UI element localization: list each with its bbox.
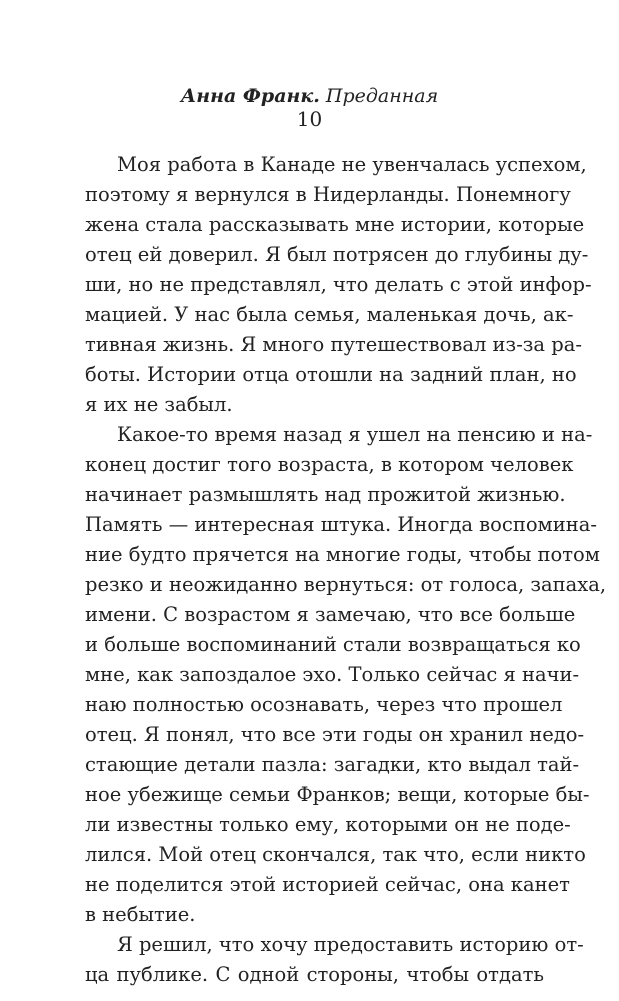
paragraph (85, 930, 584, 990)
text-line: ние будто прячется на многие годы, чтобы потом (85, 543, 600, 566)
text-line: мне, как запоздалое эхо. Только сейчас я начи- (85, 663, 580, 686)
text-line: стающие детали пазла: загадки, кто выдал тай- (85, 753, 580, 776)
text-line: ное убежище семьи Франков; вещи, которые бы- (85, 783, 590, 806)
text-line: в небытие. (85, 903, 196, 926)
text-line: ца публике. С одной стороны, чтобы отдать (85, 963, 544, 986)
text-line: Моя работа в Канаде не увенчалась успехом, (117, 153, 587, 176)
text-line: ши, но не представлял, что делать с этой инфор- (85, 273, 592, 296)
text-line: наю полностью осознавать, через что прошел (85, 693, 563, 716)
text-line: жена стала рассказывать мне истории, которые (85, 213, 585, 236)
text-line: Я решил, что хочу предоставить историю от- (117, 933, 584, 956)
text-line: и больше воспоминаний стали возвращаться ко (85, 633, 581, 656)
running-head (0, 84, 619, 108)
text-line: Какое-то время назад я ушел на пенсию и на- (117, 423, 593, 446)
text-line: боты. Истории отца отошли на задний план, но (85, 363, 577, 386)
text-line: отец. Я понял, что все эти годы он хранил недо- (85, 723, 585, 746)
text-line: не поделится этой историей сейчас, она канет (85, 873, 570, 896)
paragraph (85, 150, 592, 420)
body-text (85, 150, 607, 990)
text-line: я их не забыл. (85, 393, 233, 416)
paragraph (85, 420, 607, 930)
text-line: резко и неожиданно вернуться: от голоса, запаха, (85, 573, 607, 596)
text-line: конец достиг того возраста, в котором человек (85, 453, 574, 476)
running-head-book-title: Преданная (325, 85, 439, 107)
text-line: мацией. У нас была семья, маленькая дочь, ак- (85, 303, 574, 326)
text-line: имени. С возрастом я замечаю, что все больше (85, 603, 576, 626)
text-line: лился. Мой отец скончался, так что, если никто (85, 843, 586, 866)
text-line: отец ей доверил. Я был потрясен до глубины ду- (85, 243, 589, 266)
text-line: ли известны только ему, которыми он не поде- (85, 813, 571, 836)
text-line: тивная жизнь. Я много путешествовал из-за ра- (85, 333, 582, 356)
text-line: поэтому я вернулся в Нидерланды. Понемногу (85, 183, 571, 206)
running-head-author: Анна Франк. (180, 85, 320, 107)
page-number: 10 (296, 107, 323, 131)
text-line: начинает размышлять над прожитой жизнью. (85, 483, 566, 506)
text-line: Память — интересная штука. Иногда воспомина- (85, 513, 597, 536)
